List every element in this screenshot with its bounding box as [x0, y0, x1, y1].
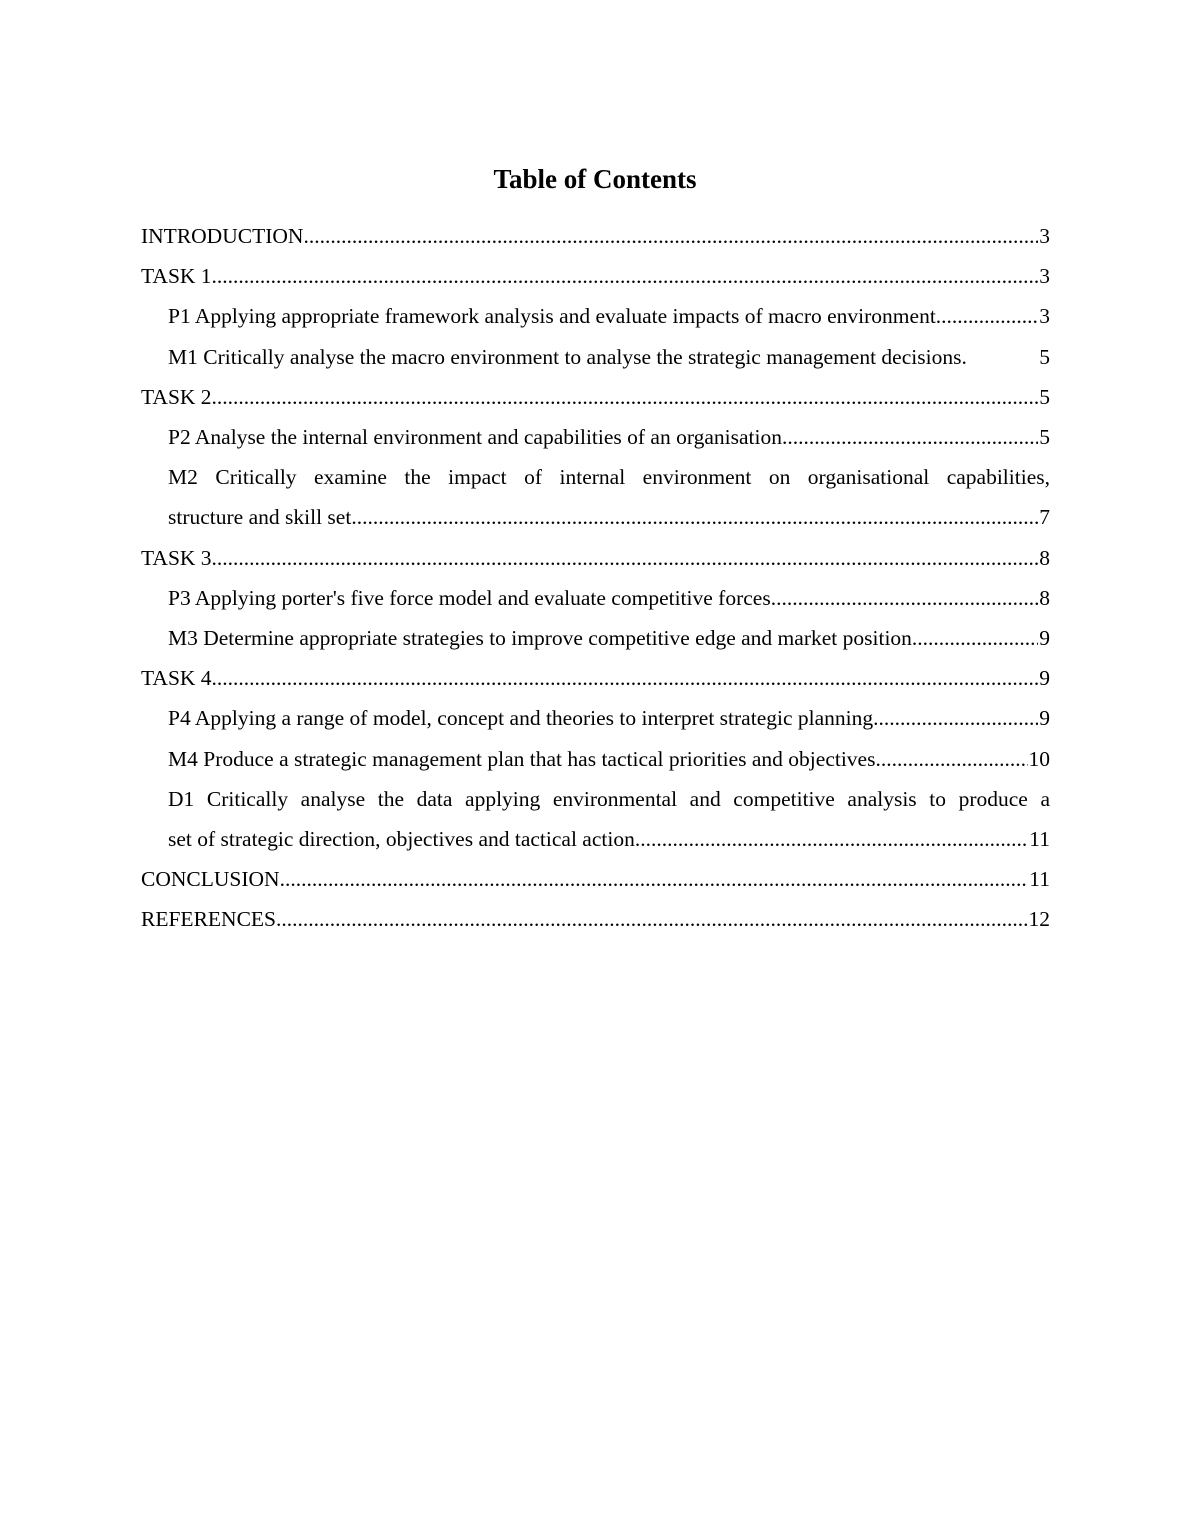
- toc-entry-p4[interactable]: [141, 698, 1050, 738]
- dot-leader: [212, 538, 1039, 578]
- toc-entry-p1[interactable]: [141, 296, 1050, 336]
- dot-leader: [280, 859, 1029, 899]
- toc-entry-m3[interactable]: [141, 618, 1050, 658]
- toc-entry-m2[interactable]: [141, 457, 1050, 537]
- toc-entry-task-3[interactable]: [141, 538, 1050, 578]
- toc-entry-text-line-2: structure and skill set: [168, 505, 352, 530]
- dot-leader: [276, 899, 1028, 939]
- toc-entry-text: INTRODUCTION: [141, 224, 304, 248]
- toc-page-number: 7: [1039, 505, 1050, 530]
- dot-leader: [771, 578, 1039, 618]
- toc-page-number: 3: [1039, 264, 1050, 289]
- toc-entry-text: M3 Determine appropriate strategies to improve competitive edge and market position: [168, 626, 912, 651]
- toc-page-number: 9: [1039, 706, 1050, 731]
- toc-page-number: 9: [1039, 666, 1050, 691]
- toc-page-number: 11: [1029, 867, 1050, 892]
- toc-entry-m4[interactable]: [141, 739, 1050, 779]
- toc-entry-text-line-1: D1 Critically analyse the data applying environmental and competitive analysis to produce a: [168, 786, 1050, 811]
- table-of-contents: [141, 216, 1050, 940]
- toc-page-number: 10: [1028, 746, 1050, 771]
- toc-entry-text: TASK 4: [141, 666, 212, 691]
- toc-page-number: 5: [1039, 344, 1050, 369]
- dot-leader: [912, 618, 1038, 658]
- toc-entry-text: P3 Applying porter's five force model and evaluate competitive forces: [168, 585, 771, 610]
- toc-entry-text: TASK 1: [141, 264, 212, 289]
- dot-leader: [212, 377, 1039, 417]
- toc-entry-text: M4 Produce a strategic management plan that has tactical priorities and objectives: [168, 746, 876, 771]
- dot-leader: [212, 256, 1039, 296]
- toc-page-number: 11: [1029, 827, 1050, 852]
- toc-page-number: 5: [1039, 425, 1050, 450]
- toc-entry-p3[interactable]: [141, 578, 1050, 618]
- toc-entry-text: TASK 2: [141, 384, 212, 409]
- dot-leader: [212, 658, 1039, 698]
- toc-entry-text: TASK 3: [141, 545, 212, 570]
- toc-page-number: 12: [1028, 907, 1050, 932]
- toc-entry-task-4[interactable]: [141, 658, 1050, 698]
- toc-entry-task-1[interactable]: [141, 256, 1050, 296]
- toc-entry-text: M1 Critically analyse the macro environment to analyse the strategic management decisions.: [168, 344, 967, 369]
- toc-entry-task-2[interactable]: [141, 377, 1050, 417]
- toc-entry-text: P2 Analyse the internal environment and capabilities of an organisation: [168, 425, 782, 450]
- toc-title: Table of Contents: [493, 164, 697, 194]
- dot-leader: [303, 216, 1038, 256]
- dot-leader: [936, 296, 1038, 336]
- toc-entry-references[interactable]: [141, 899, 1050, 939]
- toc-entry-d1[interactable]: [141, 779, 1050, 859]
- dot-leader: [635, 819, 1028, 859]
- toc-page-number: 8: [1039, 545, 1050, 570]
- toc-entry-text-line-1: M2 Critically examine the impact of internal environment on organisational capabilities,: [168, 465, 1050, 490]
- toc-entry-text: REFERENCES: [141, 907, 276, 932]
- dot-leader: [351, 497, 1038, 537]
- toc-entry-conclusion[interactable]: [141, 859, 1050, 899]
- toc-entry-text: CONCLUSION: [141, 867, 280, 892]
- dot-leader: [873, 698, 1038, 738]
- toc-entry-text: P4 Applying a range of model, concept and theories to interpret strategic planning: [168, 706, 874, 731]
- toc-page-number: 8: [1039, 585, 1050, 610]
- toc-page-number: 3: [1039, 304, 1050, 329]
- toc-page-number: 9: [1039, 626, 1050, 651]
- toc-entry-m1[interactable]: [141, 337, 1050, 377]
- dot-leader: [782, 417, 1038, 457]
- toc-entry-introduction[interactable]: [141, 216, 1050, 256]
- toc-entry-p2[interactable]: [141, 417, 1050, 457]
- toc-entry-text: P1 Applying appropriate framework analysis and evaluate impacts of macro environment: [168, 304, 936, 329]
- dot-leader: [875, 739, 1027, 779]
- toc-entry-text-line-2: set of strategic direction, objectives and tactical action: [168, 827, 635, 852]
- toc-page-number: 5: [1039, 384, 1050, 409]
- toc-page-number: 3: [1039, 224, 1050, 248]
